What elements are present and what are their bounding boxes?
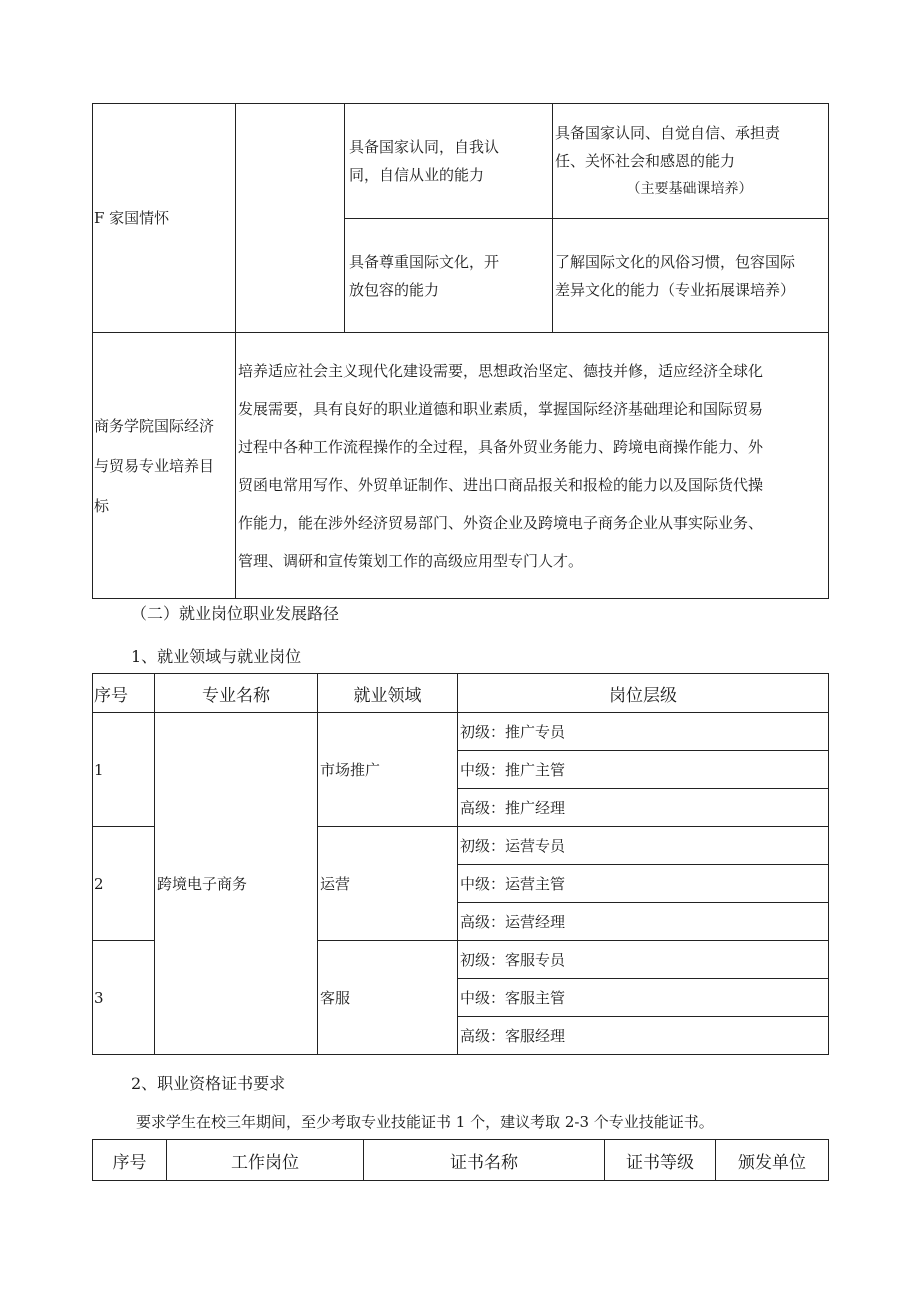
position-level: 中级：客服主管 — [458, 979, 829, 1017]
major-name: 跨境电子商务 — [155, 713, 318, 1055]
ability-detail-cell-1: 具备国家认同、自觉自信、承担责 任、关怀社会和感恩的能力 （主要基础课培养） — [553, 104, 829, 219]
header-cert-name: 证书名称 — [364, 1140, 605, 1181]
header-issuer: 颁发单位 — [716, 1140, 829, 1181]
certificate-requirement-text: 要求学生在校三年期间，至少考取专业技能证书 1 个，建议考取 2-3 个专业技能证书。 — [136, 1113, 714, 1131]
header-field: 就业领域 — [318, 674, 458, 713]
section-heading: （二）就业岗位职业发展路径 — [131, 604, 340, 623]
ability-cell-2: 具备尊重国际文化，开 放包容的能力 — [345, 219, 553, 333]
position-level: 中级：运营主管 — [458, 865, 829, 903]
training-goals-table — [92, 103, 829, 599]
position-level: 初级：推广专员 — [458, 713, 829, 751]
position-level: 初级：客服专员 — [458, 941, 829, 979]
header-num: 序号 — [93, 674, 155, 713]
position-level: 中级：推广主管 — [458, 751, 829, 789]
header-major: 专业名称 — [155, 674, 318, 713]
ability-cell-1: 具备国家认同，自我认 同，自信从业的能力 — [345, 104, 553, 219]
empty-cell — [236, 104, 345, 333]
training-goal-text: 培养适应社会主义现代化建设需要，思想政治坚定、德技并修，适应经济全球化 发展需要，具有良好的职业道德和职业素质，掌握国际经济基础理论和国际贸易 过程中各种工作流程操作的全过程，具备外贸业务能力、跨境电商操作能力、外 贸函电常用写作、外贸单证制作、进出口商品报关和报检的能力以及国际货代操 作能力，能在涉外经济贸易部门、外资企业及跨境电子商务企业从事实际业务、 管理、调研和宣传策划工作的高级应用型专门人才。 — [236, 333, 829, 599]
row-num: 3 — [93, 941, 155, 1055]
header-position: 工作岗位 — [167, 1140, 364, 1181]
position-level: 高级：客服经理 — [458, 1017, 829, 1055]
position-level: 初级：运营专员 — [458, 827, 829, 865]
national-sentiment-label: F 家国情怀 — [93, 104, 236, 333]
row-num: 2 — [93, 827, 155, 941]
subsection-heading-certificates: 2、职业资格证书要求 — [131, 1074, 286, 1093]
ability-detail-cell-2: 了解国际文化的风俗习惯，包容国际 差异文化的能力（专业拓展课培养） — [553, 219, 829, 333]
header-cert-level: 证书等级 — [605, 1140, 716, 1181]
employment-field: 市场推广 — [318, 713, 458, 827]
employment-table — [92, 673, 829, 1055]
certificate-table — [92, 1139, 829, 1181]
ability-detail-note: （主要基础课培养） — [626, 181, 753, 197]
header-level: 岗位层级 — [458, 674, 829, 713]
position-level: 高级：运营经理 — [458, 903, 829, 941]
employment-field: 运营 — [318, 827, 458, 941]
employment-field: 客服 — [318, 941, 458, 1055]
training-goal-label: 商务学院国际经济 与贸易专业培养目 标 — [93, 333, 236, 599]
subsection-heading-employment: 1、就业领域与就业岗位 — [131, 647, 302, 666]
position-level: 高级：推广经理 — [458, 789, 829, 827]
row-num: 1 — [93, 713, 155, 827]
header-num: 序号 — [93, 1140, 167, 1181]
